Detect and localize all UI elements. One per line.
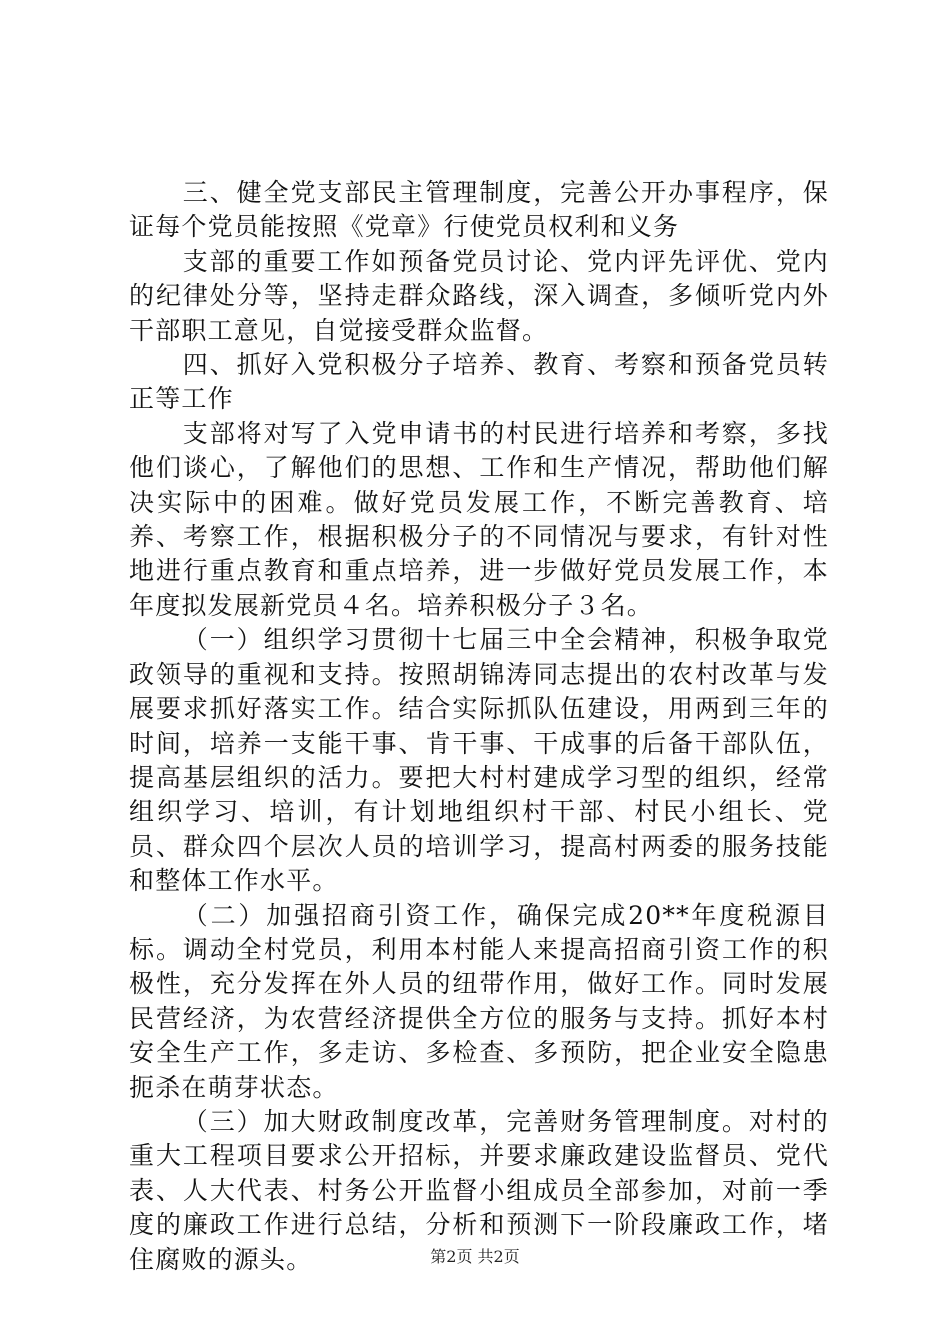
heading-section-four: 四、抓好入党积极分子培养、教育、考察和预备党员转正等工作 [129,350,829,414]
paragraph-item-three: （三）加大财政制度改革，完善财务管理制度。对村的重大工程项目要求公开招标，并要求廉政建设监督员、党代表、人大代表、村务公开监督小组成员全部参加，对前一季度的廉政工作进行总结，分析和预测下一阶段廉政工作，堵住腐败的源头。 [129,1106,829,1274]
paragraph-item-one: （一）组织学习贯彻十七届三中全会精神，积极争取党政领导的重视和支持。按照胡锦涛同志提出的农村改革与发展要求抓好落实工作。结合实际抓队伍建设，用两到三年的时间，培养一支能干事、肯干事、干成事的后备干部队伍，提高基层组织的活力。要把大村村建成学习型的组织，经常组织学习、培训，有计划地组织村干部、村民小组长、党员、群众四个层次人员的培训学习，提高村两委的服务技能和整体工作水平。 [129,625,829,896]
paragraph-important-work: 支部的重要工作如预备党员讨论、党内评先评优、党内的纪律处分等，坚持走群众路线，深入调查，多倾听党内外干部职工意见，自觉接受群众监督。 [129,246,829,345]
paragraph-member-development: 支部将对写了入党申请书的村民进行培养和考察，多找他们谈心，了解他们的思想、工作和生产情况，帮助他们解决实际中的困难。做好党员发展工作，不断完善教育、培养、考察工作，根据积极分子的不同情况与要求，有针对性地进行重点教育和重点培养，进一步做好党员发展工作，本年度拟发展新党员４名。培养积极分子３名。 [129,418,829,620]
page-number: 第2页 共2页 [430,1247,520,1266]
paragraph-item-two: （二）加强招商引资工作，确保完成20**年度税源目标。调动全村党员，利用本村能人来提高招商引资工作的积极性，充分发挥在外人员的纽带作用，做好工作。同时发展民营经济，为农营经济提供全方位的服务与支持。抓好本村安全生产工作，多走访、多检查、多预防，把企业安全隐患扼杀在萌芽状态。 [129,900,829,1102]
heading-section-three: 三、健全党支部民主管理制度，完善公开办事程序，保证每个党员能按照《党章》行使党员权利和义务 [129,178,829,242]
document-body [129,176,829,1277]
